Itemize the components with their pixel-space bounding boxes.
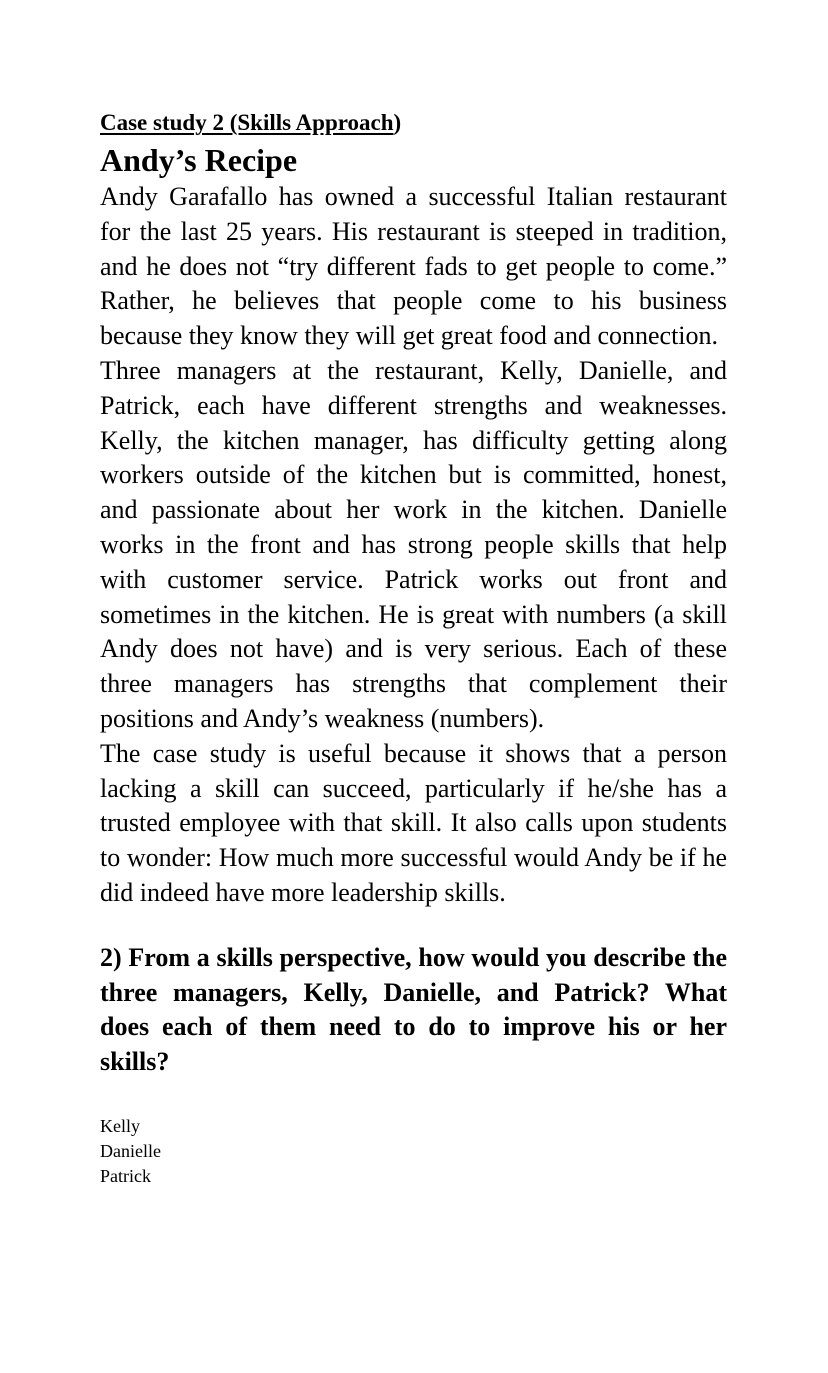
manager-name-danielle: Danielle (100, 1140, 161, 1161)
paragraph-managers: Three managers at the restaurant, Kelly, Danielle, and Patrick, each have different strengths and weaknesses. Kelly, the kitchen manager, has difficulty getting along workers outside of the kitchen but is committed, honest, and passionate about her work in the kitchen. Danielle works in the front and has strong people skills that help with customer service. Patrick works out front and sometimes in the kitchen. He is great with numbers (a skill Andy does not have) and is very serious. Each of these three managers has strengths that complement their positions and Andy’s weakness (numbers). (100, 355, 727, 733)
manager-name-list (100, 1114, 727, 1189)
paragraph-usefulness: The case study is useful because it shows that a person lacking a skill can succeed, particularly if he/she has a trusted employee with that skill. It also calls upon students to wonder: How much more successful would Andy be if he did indeed have more leadership skills. (100, 738, 727, 907)
case-study-label (100, 106, 727, 140)
paragraph-intro: Andy Garafallo has owned a successful Italian restaurant for the last 25 years. His restaurant is steeped in tradition, and he does not “try different fads to get people to come.” Rather, he believes that people come to his business because they know they will get great food and connection. (100, 182, 727, 351)
manager-name-kelly: Kelly (100, 1115, 140, 1136)
manager-name-patrick: Patrick (100, 1165, 151, 1186)
case-study-label-underlined: Case study 2 (Skills Approach (100, 110, 394, 135)
document-page (100, 106, 727, 1189)
document-title: Andy’s Recipe (100, 142, 298, 178)
case-study-label-close: ) (393, 110, 402, 135)
discussion-question: 2) From a skills perspective, how would you describe the three managers, Kelly, Danielle, and Patrick? What does each of them need to do to improve his or her skills? (100, 942, 727, 1077)
